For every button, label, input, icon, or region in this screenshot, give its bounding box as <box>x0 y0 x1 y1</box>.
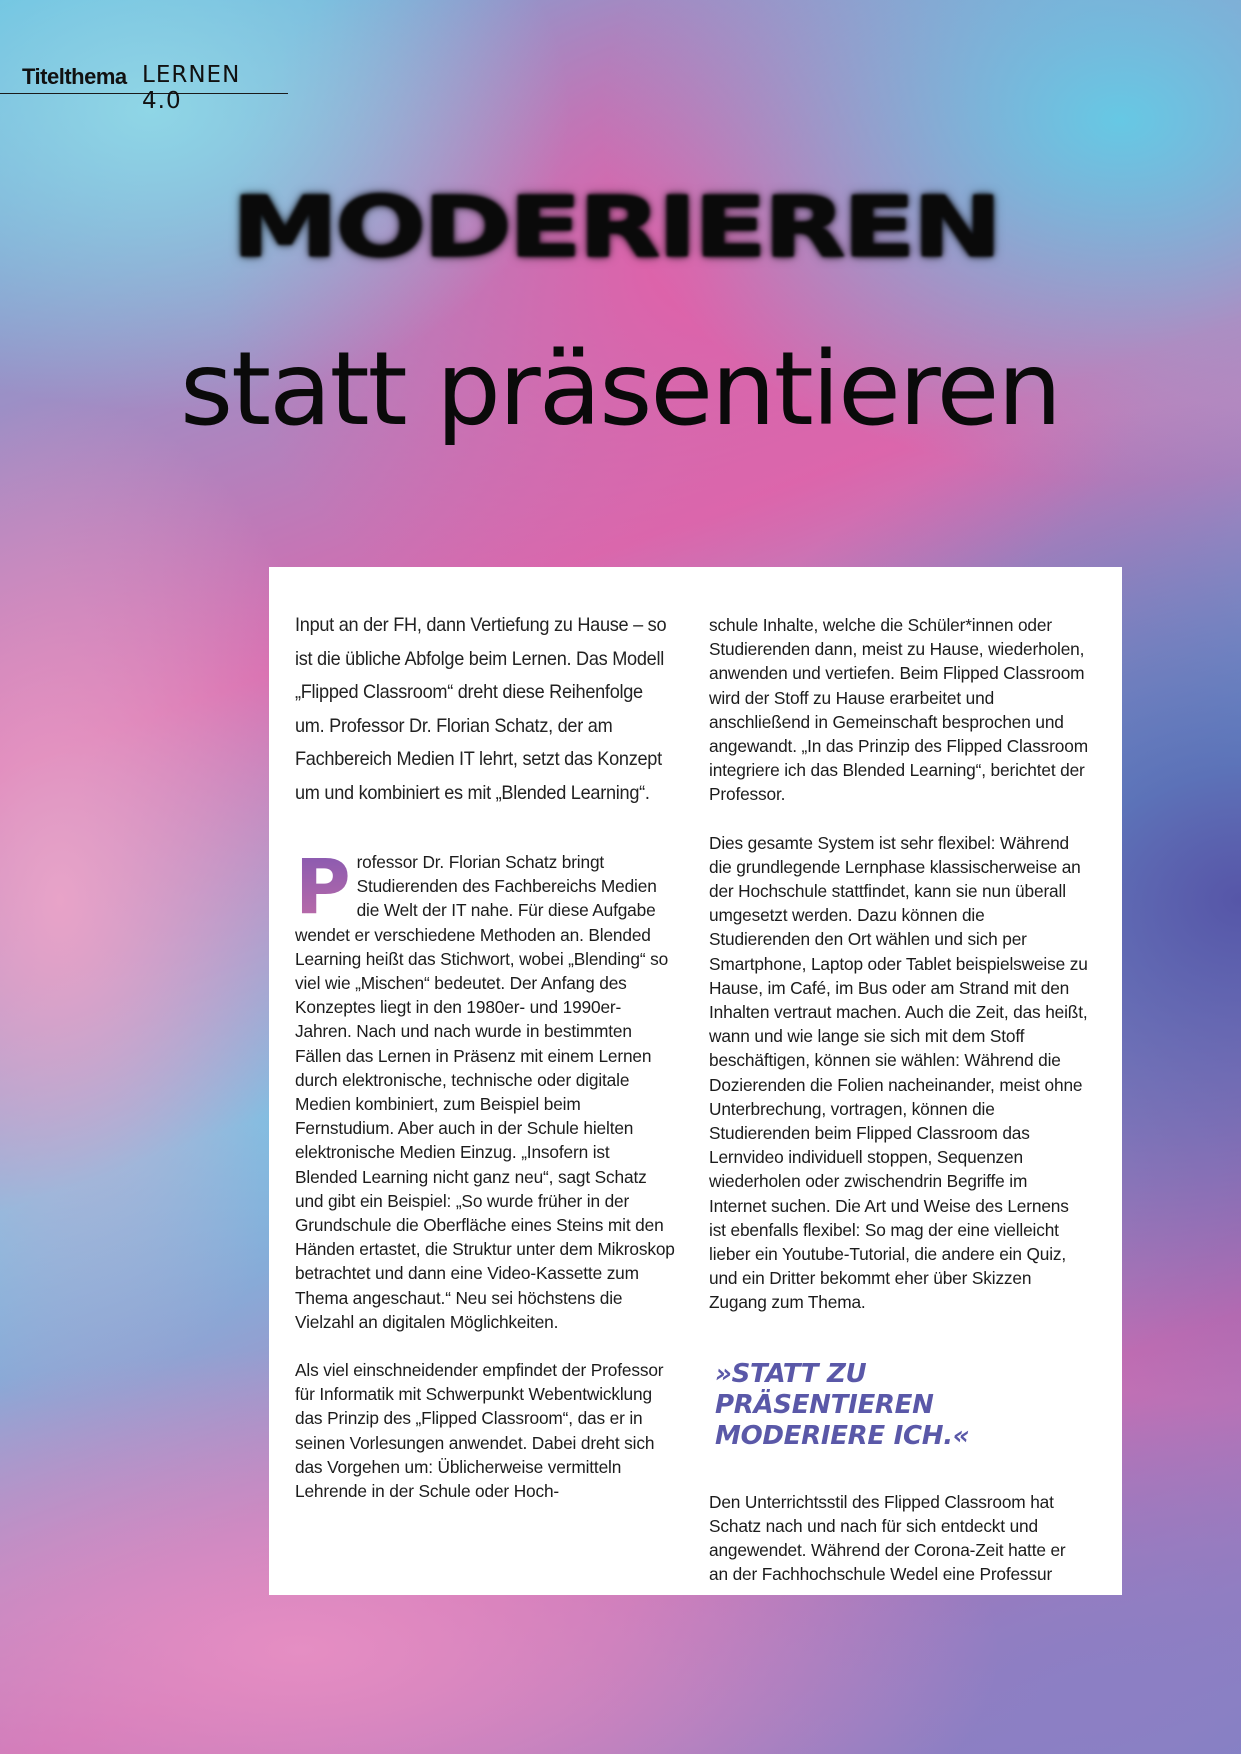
article-paragraph: Dies gesamte System ist sehr flexibel: Während die grundlegende Lernphase klassischerweise an der Hochschule stattfindet, kann sie nun überall umgesetzt werden. Dazu können die Studierenden den Ort wählen und sich per Smartphone, Laptop oder Tablet beispielsweise zu Hause, im Café, im Bus oder am Strand mit den Inhalten vertraut machen. Auch die Zeit, das heißt, wann und wie lange sie sich mit dem Stoff beschäftigen, können sie wählen: Während die Dozierenden die Folien nacheinander, meist ohne Unterbrechung, vortragen, können die Studierenden beim Flipped Classroom das Lernvideo individuell stoppen, Sequenzen wiederholen oder zwischendrin Begriffe im Internet suchen. Die Art und Weise des Lernens ist ebenfalls flexibel: So mag der eine vielleicht lieber ein Youtube-Tutorial, die andere ein Quiz, und ein Dritter bekommt eher über Skizzen Zugang zum Thema. <box>709 832 1088 1313</box>
drop-cap: P <box>295 842 351 931</box>
article-column-right <box>709 567 1089 1587</box>
article-lead: Input an der FH, dann Vertiefung zu Hause – so ist die übliche Abfolge beim Lernen. Das Modell „Flipped Classroom“ dreht diese Reihenfolge um. Professor Dr. Florian Schatz, der am Fachbereich Medien IT lehrt, setzt das Konzept um und kombiniert es mit „Blended Learning“. <box>295 614 667 804</box>
paragraph-text: rofessor Dr. Florian Schatz bringt Studierenden des Fachbereichs Medien die Welt der IT nahe. Für diese Aufgabe wendet er verschiedene Methoden an. Blended Learning heißt das Stichwort, wobei „Blending“ so viel wie „Mischen“ bedeutet. Der Anfang des Konzeptes liegt in den 1980er- und 1990er-Jahren. Nach und nach wurde in bestimmten Fällen das Lernen in Präsenz mit einem Lernen durch elektronische, technische oder digitale Medien kombiniert, zum Beispiel beim Fernstudium. Aber auch in der Schule hielten elektronische Medien Einzug. „Insofern ist Blended Learning nicht ganz neu“, sagt Schatz und gibt ein Beispiel: „So wurde früher in der Grundschule die Oberfläche eines Steins mit den Händen ertastet, die Struktur unter dem Mikroskop betrachtet und dann eine Video-Kassette zum Thema angeschaut.“ Neu sei höchstens die Vielzahl an digitalen Möglichkeiten. <box>295 852 675 1332</box>
pull-quote: »STATT ZU PRÄSENTIEREN MODERIERE ICH.« <box>715 1358 970 1451</box>
article-paragraph: schule Inhalte, welche die Schüler*innen oder Studierenden dann, meist zu Hause, wiederholen, anwenden und vertiefen. Beim Flipped Classroom wird der Stoff zu Hause erarbeitet und anschließend in Gemeinschaft besprochen und angewandt. „In das Prinzip des Flipped Classroom integriere ich das Blended Learning“, berichtet der Professor. <box>709 615 1088 805</box>
section-header <box>0 58 288 114</box>
article-paragraph: Den Unterrichtsstil des Flipped Classroom hat Schatz nach und nach für sich entdeckt und angewendet. Während der Corona-Zeit hatte er an der Fachhochschule Wedel eine Professur <box>709 1491 1066 1585</box>
article-paragraph: Als viel einschneidender empfindet der Professor für Informatik mit Schwerpunkt Webentwicklung das Prinzip des „Flipped Classroom“, das er in seinen Vorlesungen anwendet. Dabei dreht sich das Vorgehen um: Üblicherweise vermitteln Lehrende in der Schule oder Hoch- <box>295 1360 664 1502</box>
article-paragraph <box>295 842 675 1334</box>
article-box <box>269 567 1122 1595</box>
headline-sub: statt präsentieren <box>180 330 1060 449</box>
headline-main: MODERIEREN <box>231 178 999 277</box>
section-rubric: Titelthema <box>22 64 127 89</box>
article-column-left <box>295 567 675 1503</box>
section-topic: LERNEN 4.0 <box>142 62 241 114</box>
